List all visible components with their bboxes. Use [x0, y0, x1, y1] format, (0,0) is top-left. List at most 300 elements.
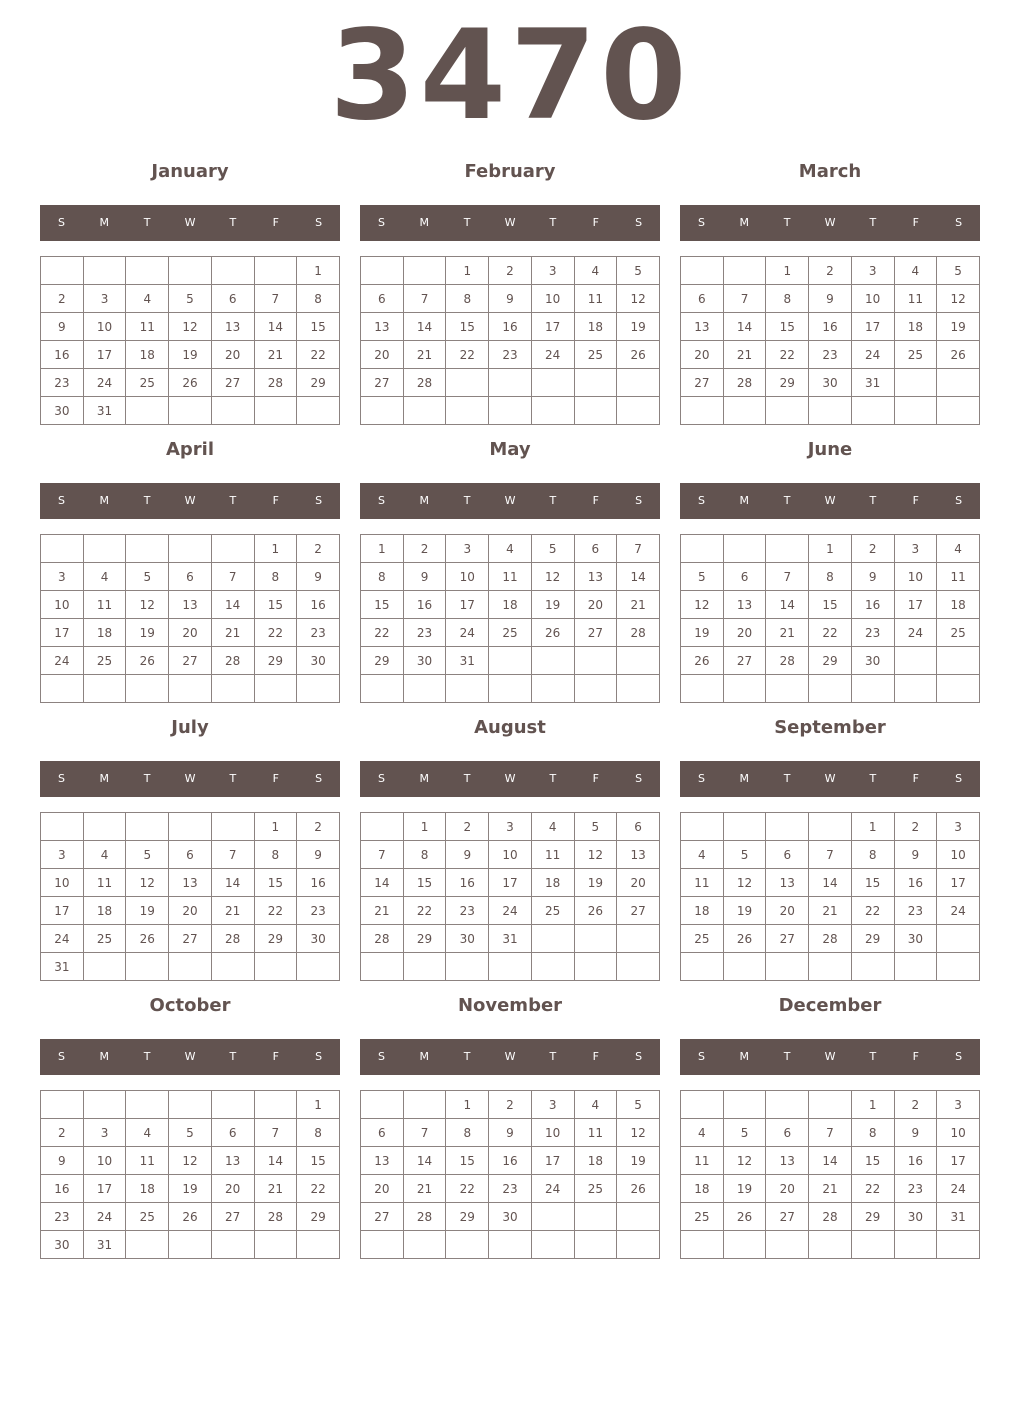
day-cell: 24: [41, 647, 84, 675]
weekday-header: [680, 1039, 980, 1075]
weekday-label: M: [739, 772, 750, 785]
empty-day-cell: [41, 813, 84, 841]
day-cell: 13: [169, 869, 212, 897]
day-cell: 27: [766, 1203, 809, 1231]
empty-day-cell: [489, 675, 532, 703]
day-cell: 25: [681, 1203, 724, 1231]
empty-day-cell: [937, 953, 980, 981]
empty-day-cell: [211, 813, 254, 841]
weekday-label: M: [99, 216, 110, 229]
empty-day-cell: [83, 535, 126, 563]
day-cell: 16: [297, 591, 340, 619]
day-cell: 10: [489, 841, 532, 869]
empty-day-cell: [723, 813, 766, 841]
week-row: [361, 675, 660, 703]
day-cell: 14: [403, 313, 446, 341]
weekday-label: S: [635, 772, 643, 785]
empty-day-cell: [681, 675, 724, 703]
empty-day-cell: [531, 647, 574, 675]
empty-day-cell: [681, 257, 724, 285]
day-cell: 29: [403, 925, 446, 953]
day-grid: [680, 256, 980, 425]
empty-day-cell: [361, 1091, 404, 1119]
day-cell: 8: [403, 841, 446, 869]
day-cell: 18: [574, 313, 617, 341]
day-cell: 13: [211, 313, 254, 341]
day-cell: 27: [361, 1203, 404, 1231]
day-cell: 15: [446, 313, 489, 341]
day-cell: 20: [574, 591, 617, 619]
week-row: [361, 257, 660, 285]
day-cell: 31: [83, 397, 126, 425]
empty-day-cell: [937, 1231, 980, 1259]
empty-day-cell: [446, 675, 489, 703]
week-row: [41, 1091, 340, 1119]
empty-day-cell: [766, 535, 809, 563]
empty-day-cell: [489, 397, 532, 425]
day-cell: 9: [297, 841, 340, 869]
day-cell: 26: [126, 647, 169, 675]
day-cell: 24: [41, 925, 84, 953]
day-cell: 7: [403, 1119, 446, 1147]
week-row: [681, 1231, 980, 1259]
weekday-label: M: [419, 216, 430, 229]
week-row: [681, 869, 980, 897]
day-cell: 21: [211, 619, 254, 647]
day-cell: 22: [766, 341, 809, 369]
day-cell: 4: [574, 1091, 617, 1119]
day-cell: 1: [361, 535, 404, 563]
week-row: [361, 647, 660, 675]
day-cell: 15: [446, 1147, 489, 1175]
weekday-label: T: [783, 772, 791, 785]
day-cell: 28: [809, 1203, 852, 1231]
empty-day-cell: [937, 675, 980, 703]
weekday-label: S: [315, 216, 323, 229]
day-cell: 9: [41, 313, 84, 341]
day-cell: 30: [297, 647, 340, 675]
day-cell: 8: [766, 285, 809, 313]
day-cell: 12: [937, 285, 980, 313]
weekday-label: F: [912, 772, 919, 785]
week-row: [41, 925, 340, 953]
weekday-label: T: [783, 494, 791, 507]
week-row: [361, 841, 660, 869]
day-cell: 7: [254, 285, 297, 313]
week-row: [681, 813, 980, 841]
weekday-label: W: [824, 494, 836, 507]
weekday-label: T: [869, 772, 877, 785]
day-cell: 9: [41, 1147, 84, 1175]
day-cell: 10: [937, 841, 980, 869]
day-cell: 30: [41, 397, 84, 425]
empty-day-cell: [254, 675, 297, 703]
empty-day-cell: [766, 953, 809, 981]
day-cell: 19: [169, 341, 212, 369]
weekday-header: [360, 1039, 660, 1075]
empty-day-cell: [809, 813, 852, 841]
weekday-label: T: [143, 772, 151, 785]
empty-day-cell: [723, 535, 766, 563]
empty-day-cell: [851, 1231, 894, 1259]
day-cell: 17: [531, 313, 574, 341]
day-cell: 3: [937, 1091, 980, 1119]
empty-day-cell: [254, 953, 297, 981]
weekday-header: [360, 205, 660, 241]
weekday-label: W: [824, 1050, 836, 1063]
day-cell: 19: [574, 869, 617, 897]
day-cell: 22: [446, 1175, 489, 1203]
day-cell: 3: [531, 257, 574, 285]
day-cell: 29: [766, 369, 809, 397]
empty-day-cell: [937, 647, 980, 675]
empty-day-cell: [681, 397, 724, 425]
day-cell: 21: [361, 897, 404, 925]
weekday-header: [680, 483, 980, 519]
day-cell: 15: [403, 869, 446, 897]
day-cell: 3: [531, 1091, 574, 1119]
empty-day-cell: [83, 1091, 126, 1119]
weekday-label: W: [824, 772, 836, 785]
empty-day-cell: [361, 257, 404, 285]
day-cell: 22: [851, 1175, 894, 1203]
day-cell: 3: [446, 535, 489, 563]
day-cell: 1: [809, 535, 852, 563]
day-cell: 13: [617, 841, 660, 869]
day-cell: 5: [723, 1119, 766, 1147]
day-cell: 22: [297, 341, 340, 369]
empty-day-cell: [489, 953, 532, 981]
day-cell: 14: [211, 869, 254, 897]
empty-day-cell: [211, 535, 254, 563]
day-cell: 28: [617, 619, 660, 647]
day-cell: 9: [894, 841, 937, 869]
day-cell: 22: [361, 619, 404, 647]
day-cell: 11: [894, 285, 937, 313]
day-cell: 19: [126, 897, 169, 925]
day-cell: 20: [766, 897, 809, 925]
day-cell: 20: [617, 869, 660, 897]
week-row: [361, 1147, 660, 1175]
day-cell: 11: [681, 1147, 724, 1175]
week-row: [41, 647, 340, 675]
day-cell: 4: [126, 285, 169, 313]
day-cell: 23: [851, 619, 894, 647]
weekday-label: T: [143, 494, 151, 507]
empty-day-cell: [723, 953, 766, 981]
day-cell: 23: [489, 341, 532, 369]
day-cell: 5: [126, 841, 169, 869]
empty-day-cell: [41, 1091, 84, 1119]
empty-day-cell: [574, 953, 617, 981]
day-cell: 17: [531, 1147, 574, 1175]
day-cell: 29: [851, 1203, 894, 1231]
day-cell: 20: [361, 341, 404, 369]
day-cell: 11: [574, 285, 617, 313]
empty-day-cell: [681, 1091, 724, 1119]
day-cell: 30: [41, 1231, 84, 1259]
day-cell: 6: [766, 841, 809, 869]
weekday-label: M: [99, 1050, 110, 1063]
weekday-label: S: [697, 494, 705, 507]
week-row: [41, 675, 340, 703]
weekday-header: [40, 761, 340, 797]
week-row: [361, 953, 660, 981]
week-row: [681, 313, 980, 341]
month-name: July: [171, 717, 209, 738]
day-cell: 23: [41, 369, 84, 397]
day-cell: 29: [851, 925, 894, 953]
day-cell: 22: [297, 1175, 340, 1203]
day-cell: 6: [766, 1119, 809, 1147]
week-row: [361, 369, 660, 397]
day-cell: 6: [361, 1119, 404, 1147]
day-cell: 4: [531, 813, 574, 841]
day-cell: 11: [83, 591, 126, 619]
day-grid: [360, 534, 660, 703]
day-cell: 29: [297, 1203, 340, 1231]
weekday-label: T: [869, 494, 877, 507]
day-cell: 5: [681, 563, 724, 591]
week-row: [681, 925, 980, 953]
weekday-label: W: [824, 216, 836, 229]
weekday-label: S: [315, 1050, 323, 1063]
day-cell: 11: [83, 869, 126, 897]
day-cell: 29: [446, 1203, 489, 1231]
empty-day-cell: [766, 813, 809, 841]
weekday-label: T: [229, 1050, 237, 1063]
day-cell: 22: [254, 619, 297, 647]
day-cell: 6: [169, 563, 212, 591]
weekday-label: T: [463, 772, 471, 785]
day-cell: 4: [489, 535, 532, 563]
weekday-label: M: [739, 494, 750, 507]
week-row: [41, 1175, 340, 1203]
empty-day-cell: [446, 369, 489, 397]
empty-day-cell: [723, 675, 766, 703]
day-cell: 30: [446, 925, 489, 953]
day-cell: 19: [723, 1175, 766, 1203]
day-cell: 4: [126, 1119, 169, 1147]
empty-day-cell: [297, 675, 340, 703]
day-cell: 24: [531, 341, 574, 369]
day-cell: 1: [403, 813, 446, 841]
weekday-label: W: [504, 216, 516, 229]
week-row: [361, 897, 660, 925]
day-cell: 15: [851, 869, 894, 897]
day-cell: 27: [361, 369, 404, 397]
empty-day-cell: [574, 647, 617, 675]
day-cell: 6: [574, 535, 617, 563]
weekday-header: [360, 483, 660, 519]
empty-day-cell: [723, 397, 766, 425]
empty-day-cell: [531, 1203, 574, 1231]
day-cell: 7: [254, 1119, 297, 1147]
empty-day-cell: [254, 397, 297, 425]
day-cell: 23: [446, 897, 489, 925]
empty-day-cell: [531, 1231, 574, 1259]
empty-day-cell: [169, 953, 212, 981]
week-row: [681, 841, 980, 869]
day-cell: 25: [489, 619, 532, 647]
day-cell: 8: [446, 1119, 489, 1147]
week-row: [361, 313, 660, 341]
weekday-label: T: [549, 216, 557, 229]
day-cell: 17: [937, 1147, 980, 1175]
weekday-label: F: [592, 494, 599, 507]
week-row: [681, 341, 980, 369]
day-cell: 3: [83, 285, 126, 313]
day-cell: 12: [574, 841, 617, 869]
week-row: [681, 1147, 980, 1175]
weekday-label: S: [377, 494, 385, 507]
week-row: [681, 369, 980, 397]
day-cell: 28: [254, 1203, 297, 1231]
weekday-label: M: [419, 1050, 430, 1063]
day-cell: 5: [617, 257, 660, 285]
day-cell: 1: [297, 257, 340, 285]
empty-day-cell: [894, 953, 937, 981]
day-cell: 18: [681, 1175, 724, 1203]
empty-day-cell: [169, 257, 212, 285]
day-cell: 5: [169, 285, 212, 313]
day-cell: 24: [531, 1175, 574, 1203]
day-cell: 24: [83, 1203, 126, 1231]
weekday-label: M: [419, 772, 430, 785]
week-row: [41, 591, 340, 619]
day-cell: 16: [297, 869, 340, 897]
empty-day-cell: [126, 1091, 169, 1119]
day-cell: 22: [809, 619, 852, 647]
week-row: [41, 1203, 340, 1231]
day-cell: 27: [723, 647, 766, 675]
week-row: [681, 1175, 980, 1203]
day-cell: 14: [403, 1147, 446, 1175]
weekday-label: W: [184, 1050, 196, 1063]
day-cell: 25: [83, 647, 126, 675]
day-cell: 28: [403, 369, 446, 397]
day-cell: 9: [297, 563, 340, 591]
day-cell: 9: [851, 563, 894, 591]
day-cell: 30: [809, 369, 852, 397]
empty-day-cell: [681, 1231, 724, 1259]
weekday-label: W: [504, 1050, 516, 1063]
day-cell: 4: [574, 257, 617, 285]
empty-day-cell: [531, 675, 574, 703]
empty-day-cell: [169, 1091, 212, 1119]
day-cell: 2: [297, 535, 340, 563]
week-row: [41, 1119, 340, 1147]
empty-day-cell: [126, 257, 169, 285]
day-cell: 24: [937, 1175, 980, 1203]
empty-day-cell: [809, 397, 852, 425]
day-cell: 1: [297, 1091, 340, 1119]
day-cell: 12: [681, 591, 724, 619]
day-cell: 10: [83, 1147, 126, 1175]
empty-day-cell: [531, 397, 574, 425]
week-row: [361, 341, 660, 369]
day-cell: 4: [894, 257, 937, 285]
weekday-label: T: [549, 772, 557, 785]
day-cell: 14: [723, 313, 766, 341]
empty-day-cell: [489, 647, 532, 675]
day-grid: [360, 1090, 660, 1259]
day-cell: 28: [723, 369, 766, 397]
day-cell: 13: [574, 563, 617, 591]
day-cell: 21: [809, 897, 852, 925]
day-cell: 17: [937, 869, 980, 897]
day-cell: 4: [83, 841, 126, 869]
week-row: [681, 535, 980, 563]
empty-day-cell: [403, 257, 446, 285]
weekday-label: T: [463, 494, 471, 507]
empty-day-cell: [169, 535, 212, 563]
day-cell: 3: [41, 841, 84, 869]
day-cell: 25: [574, 1175, 617, 1203]
weekday-label: M: [419, 494, 430, 507]
day-cell: 26: [617, 1175, 660, 1203]
day-cell: 30: [894, 925, 937, 953]
weekday-label: T: [229, 772, 237, 785]
day-cell: 22: [446, 341, 489, 369]
day-cell: 17: [83, 341, 126, 369]
week-row: [41, 369, 340, 397]
day-cell: 2: [809, 257, 852, 285]
weekday-label: F: [912, 1050, 919, 1063]
day-cell: 5: [169, 1119, 212, 1147]
month-name: August: [474, 717, 546, 738]
day-cell: 20: [211, 1175, 254, 1203]
day-cell: 15: [297, 1147, 340, 1175]
day-cell: 13: [766, 869, 809, 897]
empty-day-cell: [361, 813, 404, 841]
day-cell: 10: [41, 869, 84, 897]
day-cell: 26: [169, 369, 212, 397]
day-grid: [680, 534, 980, 703]
empty-day-cell: [83, 257, 126, 285]
day-cell: 6: [681, 285, 724, 313]
empty-day-cell: [531, 925, 574, 953]
week-row: [41, 535, 340, 563]
empty-day-cell: [211, 257, 254, 285]
day-cell: 8: [297, 285, 340, 313]
day-cell: 1: [446, 257, 489, 285]
day-cell: 8: [361, 563, 404, 591]
day-cell: 25: [681, 925, 724, 953]
empty-day-cell: [617, 953, 660, 981]
day-cell: 20: [169, 897, 212, 925]
day-cell: 10: [41, 591, 84, 619]
day-cell: 10: [531, 285, 574, 313]
empty-day-cell: [894, 369, 937, 397]
weekday-label: S: [955, 772, 963, 785]
empty-day-cell: [169, 813, 212, 841]
day-cell: 16: [851, 591, 894, 619]
weekday-label: S: [377, 772, 385, 785]
day-cell: 14: [254, 313, 297, 341]
day-cell: 18: [83, 897, 126, 925]
weekday-label: F: [912, 216, 919, 229]
week-row: [41, 619, 340, 647]
day-cell: 18: [937, 591, 980, 619]
empty-day-cell: [403, 953, 446, 981]
day-cell: 18: [894, 313, 937, 341]
empty-day-cell: [531, 369, 574, 397]
empty-day-cell: [937, 369, 980, 397]
day-cell: 12: [169, 1147, 212, 1175]
day-cell: 13: [766, 1147, 809, 1175]
day-cell: 28: [254, 369, 297, 397]
